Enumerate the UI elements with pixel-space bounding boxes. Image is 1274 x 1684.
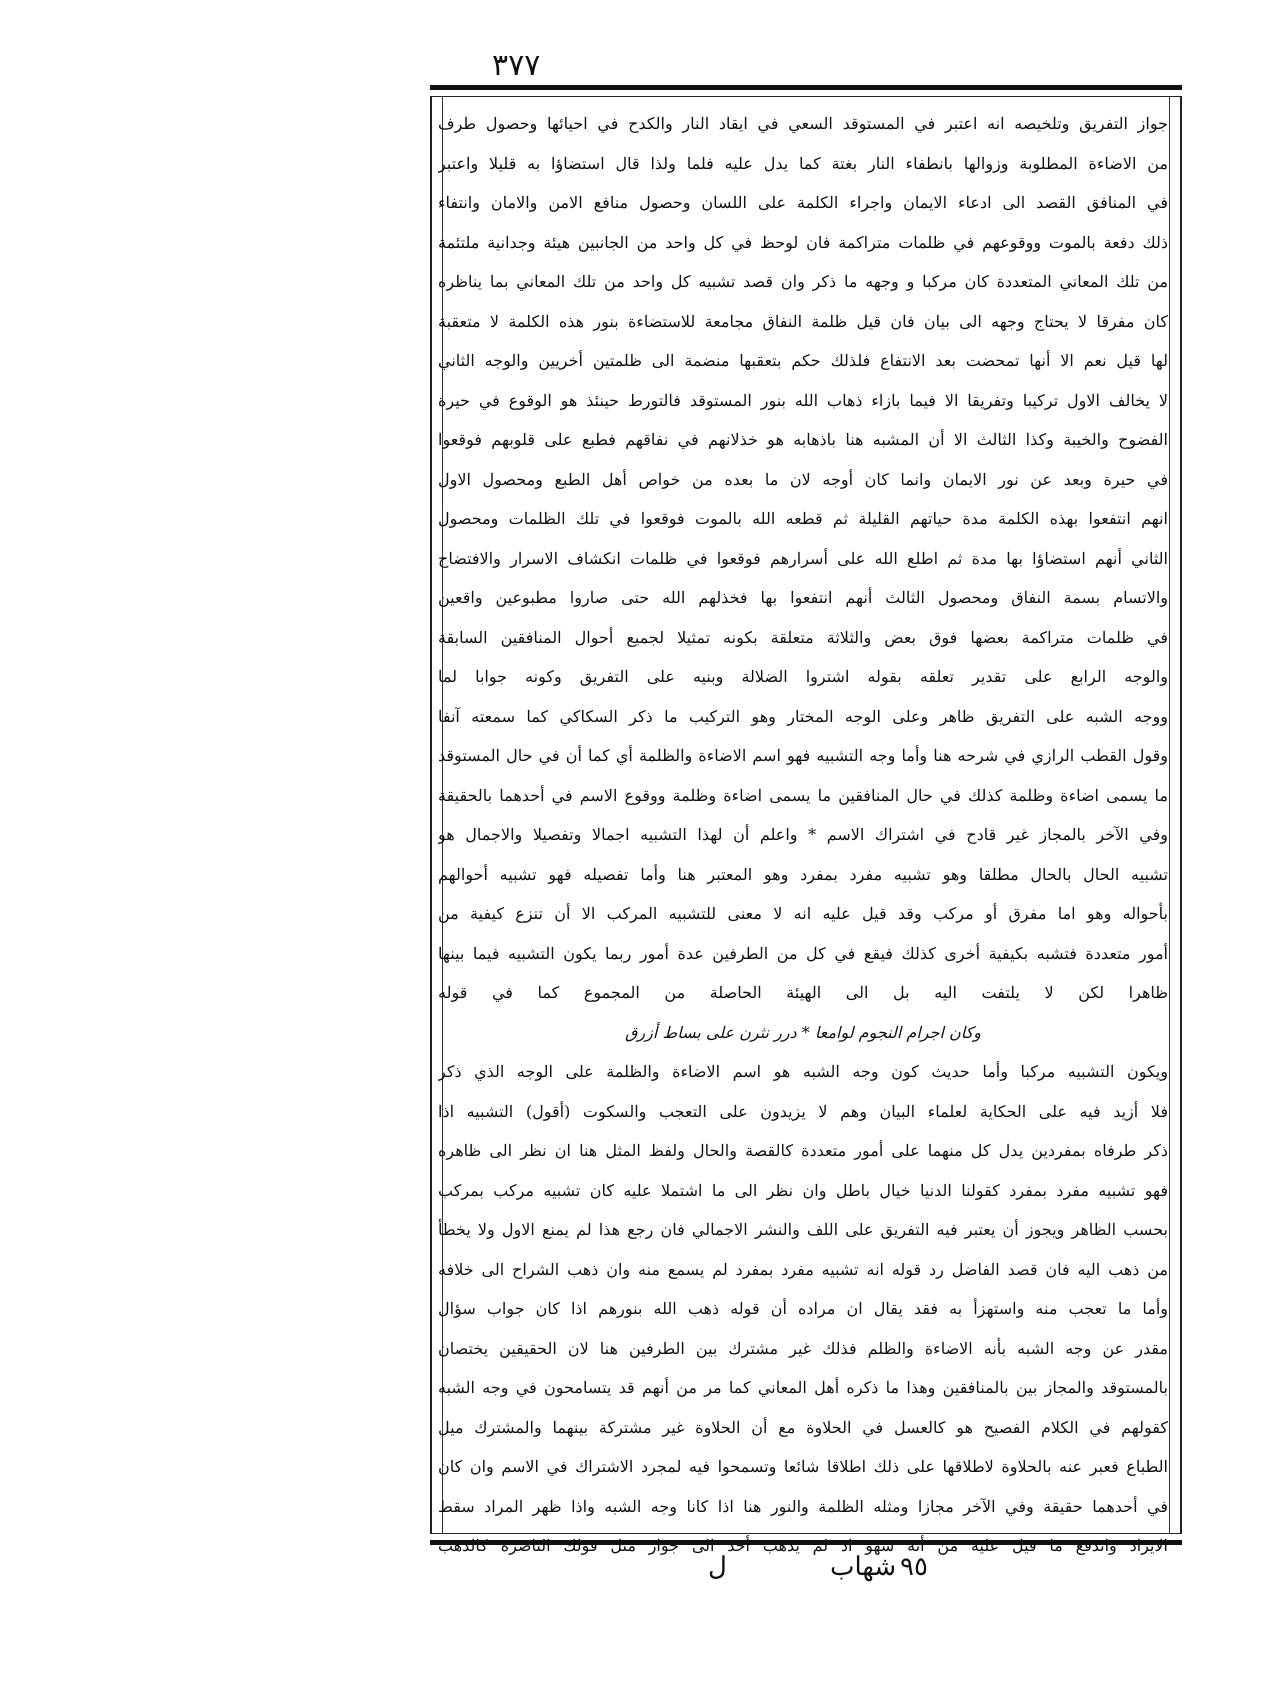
text-line: بحسب الظاهر ويجوز أن يعتبر فيه التفريق على اللف والنشر الاجمالي فان رجع هذا لم يمنع الاول ولا يخطأ	[438, 1220, 1168, 1239]
text-line: الايراد واندفع ما قيل عليه من أنه سهو اذ لم يذهب أحد الى جواز مثل قولك الناصرة كالذهب	[438, 1536, 1168, 1555]
text-line: بأحواله وهو اما مفرق أو مركب وقد قيل عليه انه لا معنى للتشبيه المركب الا أن تنزع كيفية من	[438, 904, 1168, 923]
footer-title: شهاب	[830, 1552, 897, 1582]
text-line: ذكر طرفاه بمفردين يدل كل منهما على أمور متعددة كالقصة والحال ولفظ المثل هنا ان نظر الى ظاهره	[438, 1141, 1168, 1160]
text-line: من ذهب اليه فان قصد الفاضل رد قوله انه تشبيه مفرد بمفرد لم يسمع منه وان ذهب الشراح الى خلافه	[438, 1259, 1168, 1279]
footer-signature-letter: ل	[708, 1552, 727, 1582]
text-line: فهو تشبيه مفرد بمفرد كقولنا الدنيا خيال باطل وان نظر الى ما اشتملا عليه كان تشبيه مركب بمركب	[438, 1180, 1168, 1200]
text-line: الطباع فعبر عنه بالحلاوة لاطلاقها على ذلك اطلاقا شائعا وتسمحوا فيه لمجرد الاشتراك في الاسم وان كان	[438, 1457, 1168, 1476]
verse-line: وكان اجرام النجوم لوامعا * درر نثرن على بساط أزرق	[625, 1022, 981, 1042]
text-line: وفي الآخر بالمجاز غير قادح في اشتراك الاسم * واعلم أن لهذا التشبيه اجمالا وتفصيلا والاجمال هو	[438, 825, 1168, 844]
footer-number: ٩٥	[900, 1552, 928, 1582]
text-line: ووجه الشبه على التفريق ظاهر وعلى الوجه المختار وهو التركيب ما ذكر السكاكي كما سمعته آنفا	[438, 706, 1168, 726]
text-line: من تلك المعاني المتعددة كان مركبا و وجهه ما ذكر وان قصد تشبيه كل واحد من تلك المعاني بما يناظره	[438, 272, 1168, 291]
text-line: والاتسام بسمة النفاق ومحصول الثالث أنهم انتفعوا بها فخذلهم الله حتى صاروا مطبوعين واقعين	[438, 588, 1168, 607]
text-line: من الاضاءة المطلوبة وزوالها بانطفاء النار بغتة كما يدل عليه فلما ولذا قال استضاؤا به قليلا واعتبر	[438, 153, 1168, 173]
text-line: انهم انتفعوا بهذه الكلمة مدة حياتهم القليلة ثم قطعه الله بالموت فوقعوا في تلك الظلمات ومحصول	[438, 509, 1168, 528]
text-line: في حيرة وبعد عن نور الايمان وانما كان أوجه لان ما بعده من خواص أهل الطبع ومحصول الاول	[438, 469, 1168, 489]
text-line: ويكون التشبيه مركبا وأما حديث كون وجه الشبه هو اسم الاضاءة والظلمة على الوجه الذي ذكر	[438, 1062, 1168, 1081]
page-number: ٣٧٧	[492, 48, 541, 83]
text-line: في ظلمات متراكمة بعضها فوق بعض والثلاثة متعلقة بكونه تمثيلا لجميع أحوال المنافقين السابقة	[438, 627, 1168, 647]
text-line: لا يخالف الاول تركيبا وتفريقا الا فيما بازاء ذهاب الله بنور المستوقد فالتورط حينئذ هو الوقوع في حيرة	[438, 390, 1168, 410]
text-line: بالمستوقد والمجاز بين بالمنافقين وهذا ما ذكره أهل المعاني كما مر من أنهم قد يتسامحون في وجه الشبه	[438, 1378, 1168, 1397]
text-line: الفضوح والخيبة وكذا الثالث الا أن المشبه هنا باذهابه هو خذلانهم في نفاقهم فطبع على قلوبهم فوقعوا	[438, 430, 1168, 449]
text-line: في المنافق القصد الى ادعاء الايمان واجراء الكلمة على اللسان وحصول منافع الامن والامان وانتفاء	[438, 193, 1168, 212]
text-line: ذلك دفعة بالموت ووقوعهم في ظلمات متراكمة فان لوحظ في كل واحد من الجانبين هيئة وجدانية ملتئمة	[438, 232, 1168, 252]
main-text	[438, 104, 1168, 1566]
text-line: لها قيل نعم الا أنها تمحضت بعد الانتفاع فلذلك حكم بتعقبها منضمة الى ظلمتين أخريين والوجه الثاني	[438, 351, 1168, 370]
text-line: تشبيه الحال بالحال مطلقا وهو تشبيه مفرد بمفرد وهو المعتبر هنا وأما تفصيله فهو تشبيه أحوالهم	[438, 864, 1168, 884]
text-line: وقول القطب الرازي في شرحه هنا وأما وجه التشبيه فهو اسم الاضاءة والظلمة أي كما أن في حال المستوقد	[438, 746, 1168, 765]
text-line: في أحدهما حقيقة وفي الآخر مجازا ومثله الظلمة والنور هنا اذا كانا وجه الشبه واذا ظهر المراد سقط	[438, 1496, 1168, 1516]
text-line: فلا أزيد فيه على الحكاية لعلماء البيان وهم لا يزيدون على التعجب والسكوت (أقول) التشبيه اذا	[438, 1101, 1168, 1121]
text-line: الثاني أنهم استضاؤا بها مدة ثم اطلع الله على أسرارهم فوقعوا في ظلمات انكشاف الاسرار والافتضاح	[438, 548, 1168, 568]
text-line: ظاهرا لكن لا يلتفت اليه بل الى الهيئة الحاصلة من المجموع كما في قوله	[438, 983, 1168, 1002]
text-line: مقدر عن وجه الشبه بأنه الاضاءة والظلم فذلك غير مشترك بين الطرفين هنا لان الحقيقين يختصان	[438, 1338, 1168, 1358]
text-line: وأما ما تعجب منه واستهزأ به فقد يقال ان مراده أن قوله ذهب الله بنورهم اذا كان جواب سؤال	[438, 1299, 1168, 1318]
text-line: جواز التفريق وتلخيصه انه اعتبر في المستوقد السعي في ايقاد النار والكدح في احيائها وحصول طرف	[438, 114, 1168, 133]
text-line: أمور متعددة فتشبه بكيفية أخرى كذلك فيقع في كل من الطرفين عدة أمور ربما يكون التشبيه فيما بينها	[438, 943, 1168, 963]
text-line: ما يسمى اضاءة وظلمة كذلك في حال المنافقين ما يسمى اضاءة وظلمة ووقوع الاسم في أحدهما بالحقيقة	[438, 785, 1168, 805]
text-line: والوجه الرابع على تقدير تعلقه بقوله اشتروا الضلالة وبنيه على التفريق وكونه جوابا لما	[438, 667, 1168, 686]
text-line: كان مفرقا لا يحتاج وجهه الى بيان فان قيل ظلمة النفاق مجامعة للاستضاءة بنور هذه الكلمة لا متعقبة	[438, 311, 1168, 331]
text-line: كقولهم في الكلام الفصيح هو كالعسل في الحلاوة مع أن الحلاوة غير مشتركة بينهما والمشترك ميل	[438, 1417, 1168, 1437]
